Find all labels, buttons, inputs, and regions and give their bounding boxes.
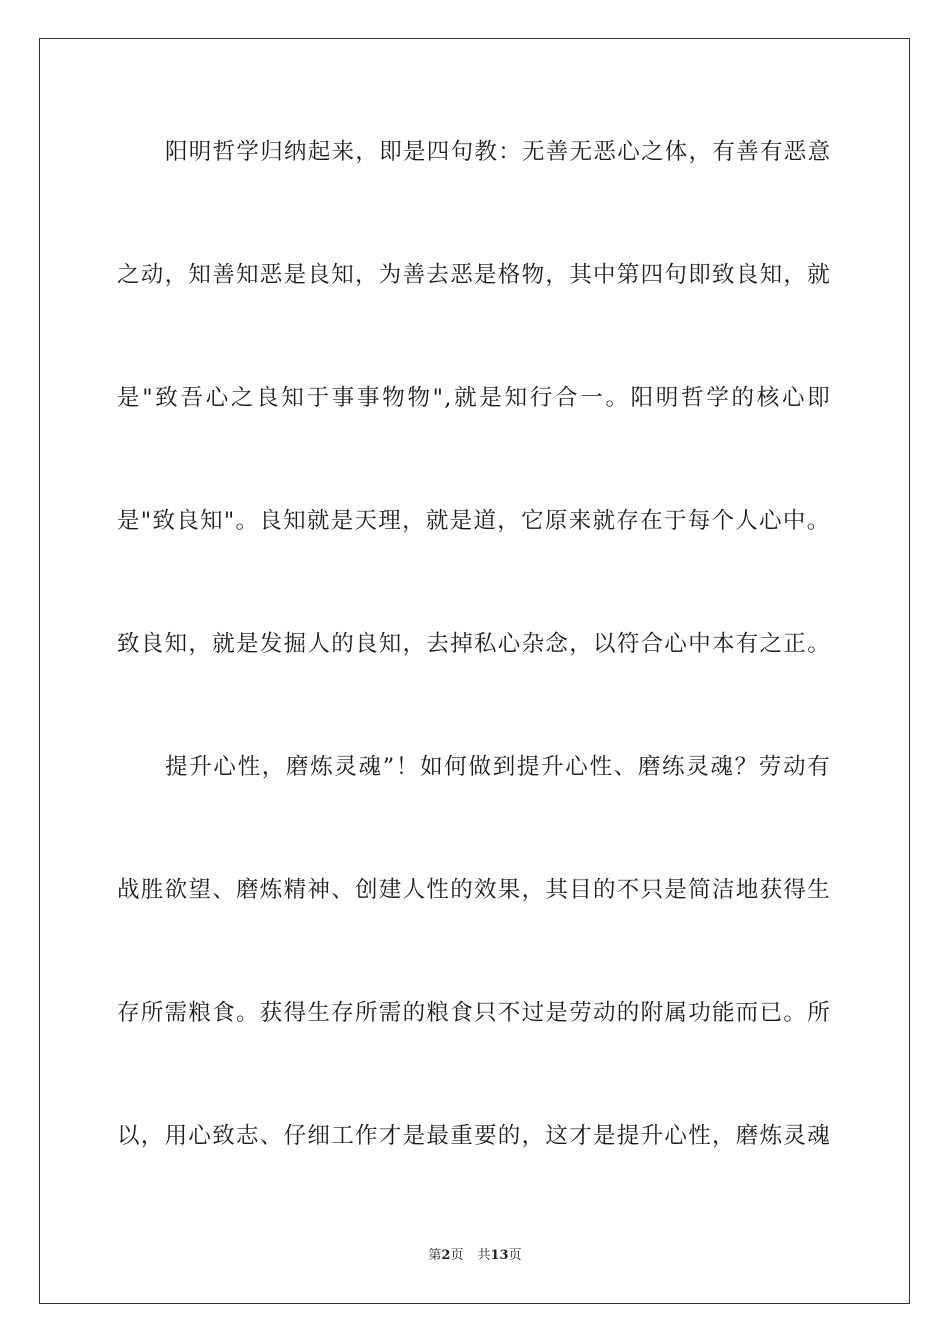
- paragraph-line-7: 战胜欲望、磨炼精神、创建人性的效果，其目的不只是简洁地获得生: [117, 877, 831, 903]
- footer-page-number: 2: [441, 1248, 451, 1263]
- footer-total-pages: 13: [490, 1248, 509, 1263]
- footer-page-prefix: 第: [428, 1248, 442, 1263]
- footer-total-prefix: 共: [477, 1248, 491, 1263]
- paragraph-line-1: 阳明哲学归纳起来，即是四句教：无善无恶心之体，有善有恶意: [165, 139, 831, 165]
- paragraph-line-8: 存所需粮食。获得生存所需的粮食只不过是劳动的附属功能而已。所: [117, 1000, 831, 1026]
- paragraph-line-4: 是"致良知"。良知就是天理，就是道，它原来就存在于每个人心中。: [117, 508, 831, 534]
- paragraph-line-2: 之动，知善知恶是良知，为善去恶是格物，其中第四句即致良知，就: [117, 262, 831, 288]
- page-footer: [0, 1248, 950, 1264]
- footer-page-suffix: 页: [450, 1248, 464, 1263]
- paragraph-line-6: 提升心性，磨炼灵魂”！如何做到提升心性、磨练灵魂？劳动有: [165, 754, 831, 780]
- page-border: [39, 38, 910, 1304]
- footer-total-suffix: 页: [508, 1248, 522, 1263]
- paragraph-line-9: 以，用心致志、仔细工作才是最重要的，这才是提升心性，磨炼灵魂: [117, 1123, 831, 1149]
- paragraph-line-5: 致良知，就是发掘人的良知，去掉私心杂念，以符合心中本有之正。: [117, 631, 831, 657]
- paragraph-line-3: 是"致吾心之良知于事事物物",就是知行合一。阳明哲学的核心即: [117, 385, 831, 411]
